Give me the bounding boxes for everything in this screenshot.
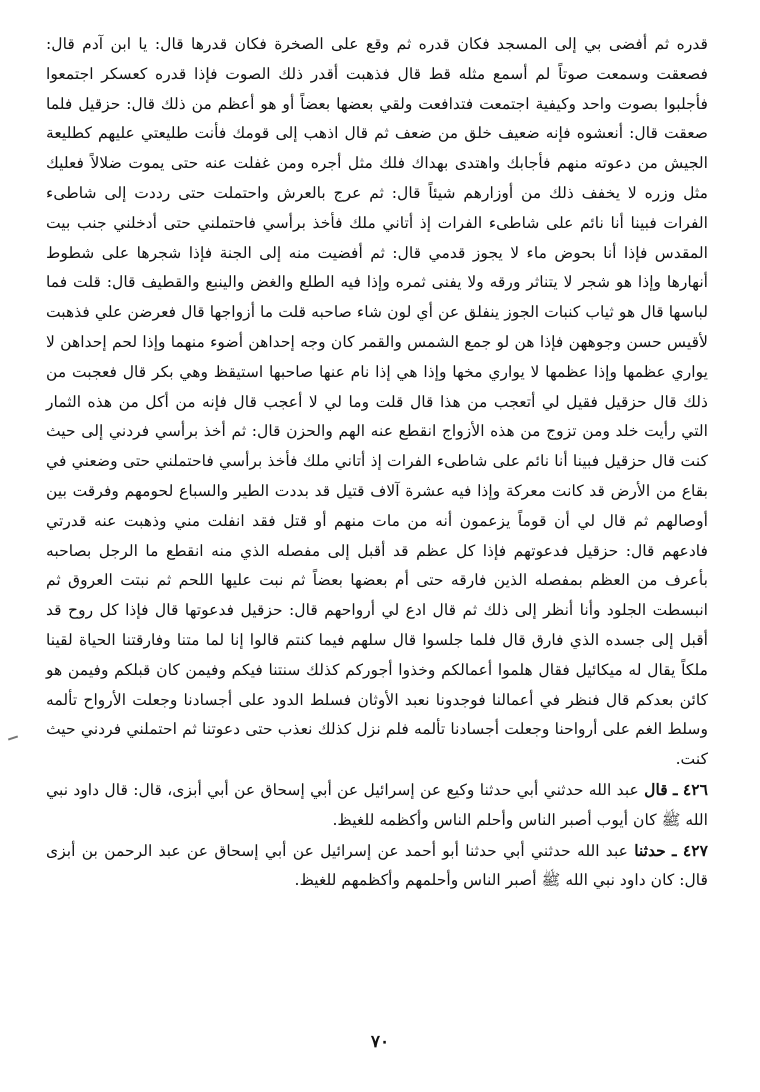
hadith-number: ٤٢٦ [682, 779, 708, 799]
hadith-text: عبد الله حدثني أبي حدثنا أبو أحمد عن إسرائيل عن أبي إسحاق عن عبد الرحمن بن أبزى قال: كان داود نبي الله ﷺ أصبر الناس وأحلمهم وأكظمهم للغيظ. [46, 841, 708, 890]
hadith-lead-word: حدثنا [634, 840, 666, 860]
page-body [46, 30, 708, 896]
hadith-427 [46, 836, 708, 897]
page-number: ٧٠ [370, 1032, 390, 1052]
hadith-number: ٤٢٧ [682, 840, 708, 860]
hadith-text: عبد الله حدثني أبي حدثنا وكيع عن إسرائيل عن أبي إسحاق عن أبي أبزى، قال: قال داود نبي الله ﷺ كان أيوب أصبر الناس وأحلم الناس وأكظمه للغيظ. [46, 780, 708, 829]
margin-mark [8, 736, 18, 741]
hadith-separator: ـ [672, 779, 678, 799]
hadith-lead-word: قال [644, 779, 668, 799]
hadith-426 [46, 775, 708, 836]
hadith-separator: ـ [672, 840, 677, 860]
main-paragraph: قدره ثم أفضى بي إلى المسجد فكان قدره ثم وقع على الصخرة فكان قدرها قال: يا ابن آدم قال: فصعقت وسمعت صوتاً لم أسمع مثله قط قال فذهبت أقدر ذلك الصوت فإذا قدره كعسكر اجتمعوا فأجلبوا بصوت واحد وكيفية اجتمعت فتدافعت ولقي بعضها بعضاً أو هو أعظم من ذلك قال: حزقيل فلما صعقت قال: أنعشوه فإنه ضعيف خلق من ضعف ثم قال اذهب إلى قومك فأنت طليعتي عليهم كطليعة الجيش من دعوته منهم فأجابك واهتدى بهداك فلك مثل أجره ومن غفلت عنه حتى يموت ضلالاً فعليك مثل وزره لا يخفف ذلك من أوزارهم شيئاً قال: ثم عرج بالعرش واحتملت حتى رددت إلى شاطىء الفرات فبينا أنا نائم على شاطىء الفرات إذ أتاني ملك فأخذ برأسي فاحتملني حتى أدخلني جنب بيت المقدس فإذا أنا بحوض ماء لا يجوز قدمي قال: ثم أفضيت منه إلى الجنة فإذا شجرها على شطوط أنهارها وإذا هو شجر لا يتناثر ورقه ولا يفنى ثمره وإذا فيه الطلع والغض والينبع والقطيف قال: قلت فما لباسها قال هو ثياب كنبات الجوز ينفلق عن أي لون شاء صاحبه قلت ما أزواجها قال فعرضن علي فذهبت لأقيس حسن وجوههن فإذا هن لو جمع الشمس والقمر كان وجه إحداهن أضوء منهما وإذا لحم إحداهن لا يواري عظمها وإذا عظمها لا يواري مخها وإذا هي إذا نام عنها صاحبها استيقظ وهي بكر قال فعجبت من ذلك قال حزقيل فقيل لي أتعجب من هذا قال قلت وما لي لا أعجب قال فإنه من أكل من هذه الثمار التي رأيت خلد ومن تزوج من هذه الأزواج انقطع عنه الهم والحزن قال: ثم أخذ برأسي فردني إلى حيث كنت قال حزقيل فبينا أنا نائم على شاطىء الفرات إذ أتاني ملك فأخذ برأسي فاحتملني حتى وضعني في بقاع من الأرض قد كانت معركة وإذا فيه عشرة آلاف قتيل قد بددت الطير والسباع لحومهم وفرقت بين أوصالهم ثم قال لي أن قوماً يزعمون أنه من مات منهم أو قتل فقد انفلت مني وذهبت عنه قدرتي فادعهم قال: حزقيل فدعوتهم فإذا كل عظم قد أقبل إلى مفصله الذي منه انقطع ما الرجل بصاحبه بأعرف من العظم بمفصله الذين فارقه حتى أم بعضها بعضاً ثم نبت عليها اللحم ثم نبتت العروق ثم انبسطت الجلود وأنا أنظر إلى ذلك ثم قال ادع لي أرواحهم قال: حزقيل فدعوتها قال فإذا كل روح قد أقبل إلى جسده الذي فارق قال فلما جلسوا قال سلهم فيما كنتم قالوا إنا لما متنا وفارقتنا الحياة لقينا ملكاً يقال له ميكائيل فقال هلموا أعمالكم وخذوا أجوركم كذلك سنتنا فيكم وفيمن كان قبلكم وفيمن هو كائن بعدكم قال فنظر في أعمالنا فوجدونا نعبد الأوثان فسلط الدود على أجسادنا وجعلت الأرواح تألمه وسلط الغم على أرواحنا وجعلت أجسادنا تألمه فلم نزل كذلك نعذب حتى دعوتنا ثم احتملني فردني حيث كنت. [46, 35, 708, 769]
